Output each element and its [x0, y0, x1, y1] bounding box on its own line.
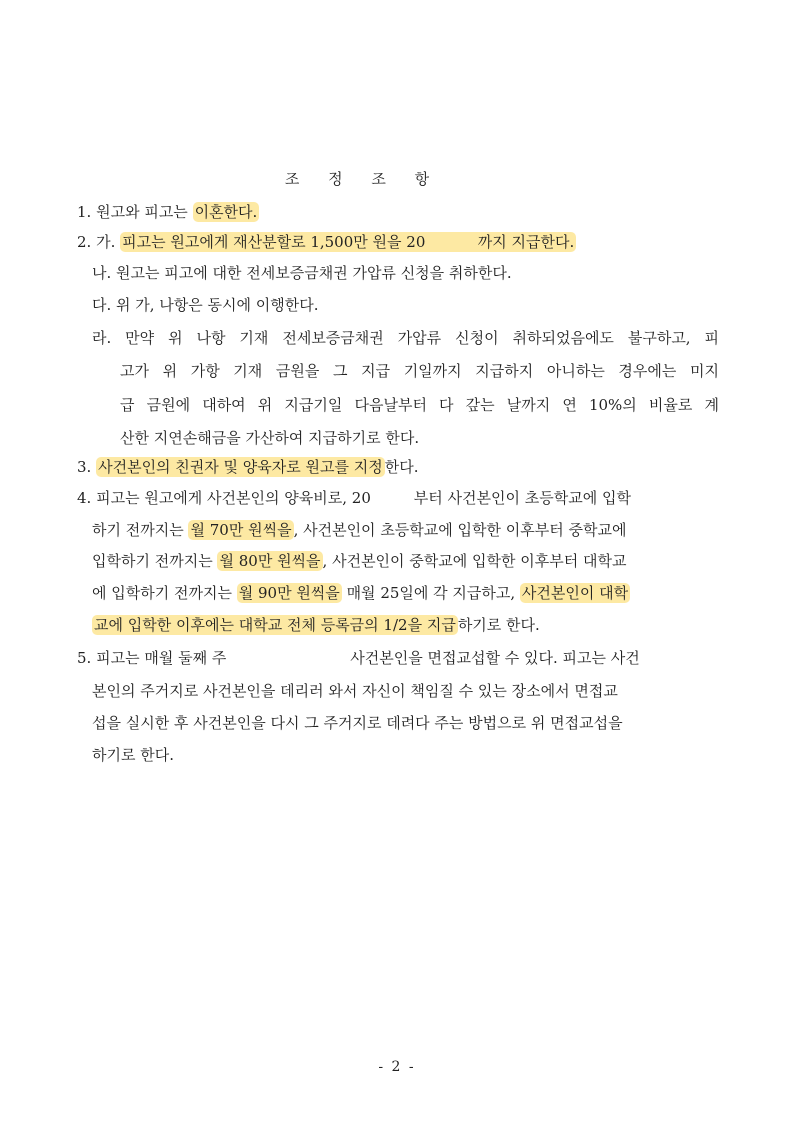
highlighted-text: 월 80만 원씩을	[219, 552, 321, 570]
clause-text: 매월 25일에 각 지급하고,	[341, 584, 520, 602]
clause-4-line	[92, 519, 626, 541]
page-number: - 2 -	[378, 1059, 416, 1075]
clause-text: 피고는 매월 둘째 주 사건본인을 면접교섭할 수 있다. 피고는 사건	[96, 649, 640, 667]
clause-2-na: 나. 원고는 피고에 대한 전세보증금채권 가압류 신청을 취하한다.	[92, 264, 512, 282]
clause-3	[77, 456, 419, 478]
clause-text: 한다.	[384, 458, 419, 476]
clause-number: 5.	[77, 649, 92, 667]
clause-5-line: 본인의 주거지로 사건본인을 데리러 와서 자신이 책임질 수 있는 장소에서 면접교	[92, 682, 618, 700]
clause-2-ga	[77, 231, 576, 253]
clause-text: 하기로 한다.	[457, 616, 540, 634]
clause-number: 2.	[77, 233, 92, 251]
highlighted-text: 사건본인의 친권자 및 양육자로 원고를 지정	[98, 458, 383, 476]
clause-4-line	[77, 487, 719, 509]
clause-2-ra-line: 고가 위 가항 기재 금원을 그 지급 기일까지 지급하지 아니하는 경우에는 미지	[120, 362, 719, 380]
page-title: 조 정 조 항	[284, 170, 442, 188]
clause-2-ra-line: 산한 지연손해금을 가산하여 지급하기로 한다.	[120, 429, 420, 447]
highlighted-text: 월 70만 원씩을	[190, 521, 292, 539]
clause-text: 에 입학하기 전까지는	[92, 584, 237, 602]
clause-2-ra-line: 급 금원에 대하여 위 지급기일 다음날부터 다 갚는 날까지 연 10%의 비율로 계	[120, 396, 719, 414]
highlighted-text: 교에 입학한 이후에는 대학교 전체 등록금의 1/2을 지급	[94, 616, 456, 634]
clause-text: 피고는 원고에게 사건본인의 양육비로, 20 부터 사건본인이 초등학교에 입학	[96, 489, 631, 507]
clause-4-line	[92, 614, 540, 636]
clause-number: 3.	[77, 458, 92, 476]
highlighted-text: 피고는 원고에게 재산분할로 1,500만 원을 20 까지 지급한다.	[122, 233, 575, 251]
sub-clause-label: 가.	[96, 233, 116, 251]
clause-4-line	[92, 582, 630, 604]
clause-5-line: 섭을 실시한 후 사건본인을 다시 그 주거지로 데려다 주는 방법으로 위 면접교섭을	[92, 714, 623, 732]
clause-5-line: 하기로 한다.	[92, 746, 174, 764]
clause-text: 입학하기 전까지는	[92, 552, 218, 570]
clause-5-line	[77, 647, 640, 669]
clause-number: 4.	[77, 489, 92, 507]
clause-number: 1.	[77, 203, 92, 221]
clause-1	[77, 201, 259, 223]
clause-text: 하기 전까지는	[92, 521, 189, 539]
clause-2-da: 다. 위 가, 나항은 동시에 이행한다.	[92, 296, 319, 314]
clause-2-ra-line: 라. 만약 위 나항 기재 전세보증금채권 가압류 신청이 취하되었음에도 불구하고, 피	[92, 329, 719, 347]
highlighted-text: 사건본인이 대학	[521, 584, 629, 602]
clause-text: , 사건본인이 중학교에 입학한 이후부터 대학교	[322, 552, 627, 570]
highlighted-text: 월 90만 원씩을	[238, 584, 340, 602]
clause-text: 원고와 피고는	[96, 203, 193, 221]
clause-text: , 사건본인이 초등학교에 입학한 이후부터 중학교에	[293, 521, 627, 539]
highlighted-text: 이혼한다.	[194, 203, 258, 221]
clause-4-line	[92, 550, 626, 572]
